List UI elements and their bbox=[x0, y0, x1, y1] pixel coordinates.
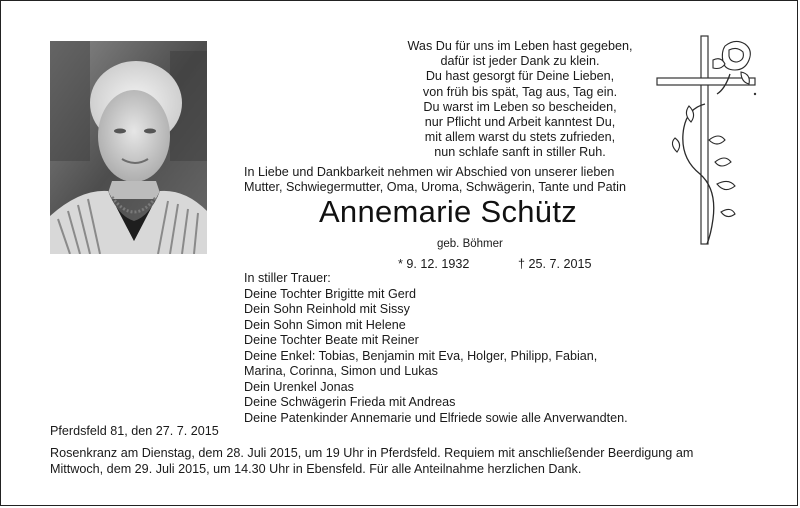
intro-text bbox=[244, 165, 664, 196]
mourner-line: Dein Sohn Simon mit Helene bbox=[244, 317, 406, 332]
poem-line: Du hast gesorgt für Deine Lieben, bbox=[425, 69, 615, 84]
poem-line: dafür ist jeder Dank zu klein. bbox=[440, 54, 600, 69]
poem-line: Du warst im Leben so bescheiden, bbox=[423, 99, 617, 114]
poem-line: nur Pflicht und Arbeit kanntest Du, bbox=[424, 115, 616, 130]
mourner-line: Deine Schwägerin Frieda mit Andreas bbox=[244, 395, 456, 409]
poem-line: nun schlafe sanft in stiller Ruh. bbox=[434, 145, 606, 160]
poem-line: Was Du für uns im Leben hast gegeben, bbox=[407, 39, 633, 53]
mourner-line: Dein Urenkel Jonas bbox=[244, 379, 354, 394]
mourner-line: Dein Sohn Reinhold mit Sissy bbox=[244, 302, 410, 316]
mourner-line: Marina, Corinna, Simon und Lukas bbox=[244, 364, 438, 378]
notice-line: Rosenkranz am Dienstag, dem 28. Juli 2015, um 19 Uhr in Pferdsfeld. Requiem mit anschließender Beerdigung am bbox=[50, 446, 694, 460]
place-date: Pferdsfeld 81, den 27. 7. 2015 bbox=[50, 424, 219, 438]
deceased-name: Annemarie Schütz bbox=[318, 194, 578, 229]
poem-line: mit allem warst du stets zufrieden, bbox=[424, 130, 616, 145]
poem-line: von früh bis spät, Tag aus, Tag ein. bbox=[422, 84, 618, 99]
poem bbox=[330, 39, 710, 161]
mourners-heading: In stiller Trauer: bbox=[244, 271, 331, 285]
intro-line: In Liebe und Dankbarkeit nehmen wir Abschied von unserer lieben bbox=[244, 165, 615, 179]
mourner-line: Deine Enkel: Tobias, Benjamin mit Eva, Holger, Philipp, Fabian, bbox=[244, 348, 598, 363]
mourner-line: Deine Tochter Beate mit Reiner bbox=[244, 333, 419, 347]
mourner-line: Deine Patenkinder Annemarie und Elfriede sowie alle Anverwandten. bbox=[244, 410, 628, 425]
intro-line: Mutter, Schwiegermutter, Oma, Uroma, Schwägerin, Tante und Patin bbox=[244, 180, 626, 195]
mourners-list bbox=[244, 271, 628, 426]
service-notice bbox=[50, 445, 770, 477]
notice-line: Mittwoch, dem 29. Juli 2015, um 14.30 Uhr in Ebensfeld. Für alle Anteilnahme herzlichen Dank. bbox=[50, 462, 582, 476]
mourner-line: Deine Tochter Brigitte mit Gerd bbox=[244, 286, 416, 301]
death-date: † 25. 7. 2015 bbox=[518, 257, 592, 271]
birth-name: geb. Böhmer bbox=[437, 238, 503, 250]
birth-date: * 9. 12. 1932 bbox=[398, 257, 470, 271]
